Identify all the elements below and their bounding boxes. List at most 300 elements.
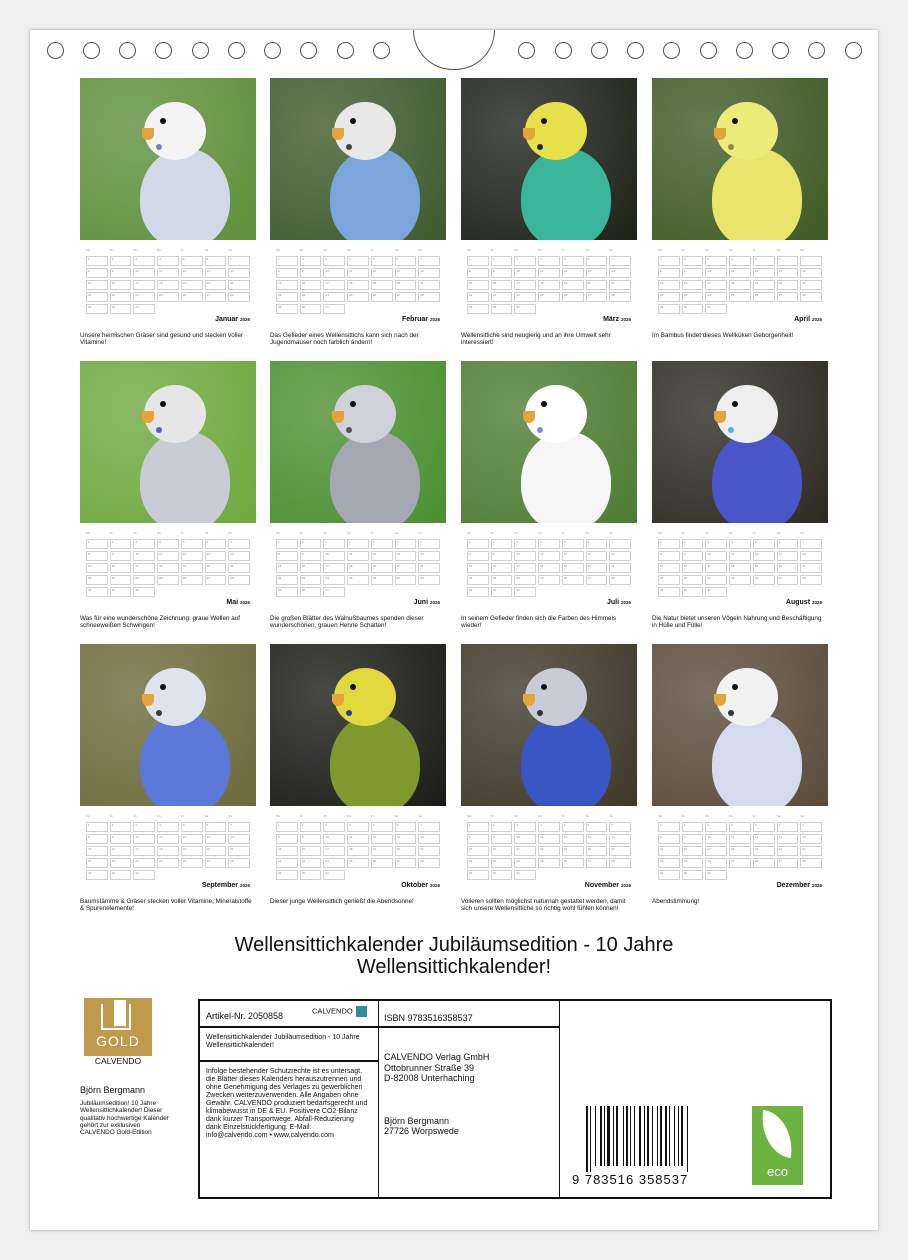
day-cell: 8 (467, 834, 489, 844)
day-cell: 12 (371, 268, 393, 278)
day-cell: 26 (371, 858, 393, 868)
weekday-label: Di (109, 814, 113, 818)
day-cell: 7 (418, 256, 440, 266)
day-cell: 10 (705, 551, 727, 561)
day-cell: 4 (347, 822, 369, 832)
day-cell: 22 (276, 292, 298, 302)
weekday-label: Do (538, 248, 542, 252)
day-cell: 22 (658, 858, 680, 868)
day-cell: 20 (205, 846, 227, 856)
day-cell: 2 (491, 539, 513, 549)
weekday-label: Mo (658, 531, 663, 535)
month-year: 2026 (239, 883, 250, 888)
day-cell: 24 (323, 575, 345, 585)
day-cell: 7 (609, 539, 631, 549)
month-caption: Was für eine wunderschöne Zeichnung: graue Wellen auf schneeweißen Schwingen! (80, 615, 240, 630)
day-cell: 19 (371, 280, 393, 290)
day-cell: 14 (228, 268, 250, 278)
month-year: 2026 (239, 317, 250, 322)
barcode-bar (657, 1106, 658, 1166)
weekday-label: So (609, 814, 613, 818)
day-cell: 17 (514, 280, 536, 290)
day-cell: 20 (586, 563, 608, 573)
weekday-label: Mi (133, 814, 137, 818)
day-cell: 9 (491, 551, 513, 561)
binding-ring (700, 42, 717, 59)
day-cell: 26 (562, 575, 584, 585)
day-cell: 3 (705, 256, 727, 266)
calvendo-logo-text: CALVENDO (312, 1006, 353, 1016)
day-cell: 3 (133, 539, 155, 549)
day-cell: 29 (467, 587, 489, 597)
day-cell: 23 (491, 575, 513, 585)
day-cell: 13 (586, 834, 608, 844)
month-year: 2026 (811, 883, 822, 888)
day-cell: 7 (418, 822, 440, 832)
binding-ring (192, 42, 209, 59)
day-cell: 18 (347, 280, 369, 290)
day-cell: 29 (467, 870, 489, 880)
creator-city: 27726 Worpswede (384, 1126, 459, 1136)
barcode-bar (665, 1106, 667, 1166)
weekday-label: Di (490, 814, 494, 818)
day-cell: 18 (538, 563, 560, 573)
month-calendar-grid (658, 814, 822, 876)
day-cell: 27 (777, 858, 799, 868)
weekday-label: Fr (561, 531, 565, 535)
day-cell: 20 (205, 280, 227, 290)
day-cell: 4 (157, 539, 179, 549)
month-year: 2026 (811, 317, 822, 322)
day-cell: 14 (418, 551, 440, 561)
day-cell: 5 (181, 256, 203, 266)
binding-ring (373, 42, 390, 59)
day-cell: 5 (753, 539, 775, 549)
day-cell: 9 (491, 834, 513, 844)
day-cell: 15 (658, 846, 680, 856)
budgie-photo (80, 78, 256, 240)
weekday-label: Do (347, 248, 351, 252)
day-cell: 22 (467, 575, 489, 585)
weekday-label: So (418, 248, 422, 252)
barcode-bar (604, 1106, 605, 1166)
weekday-label: Mo (658, 248, 663, 252)
month-calendar-grid (276, 814, 440, 876)
day-cell: 19 (181, 280, 203, 290)
day-cell: 18 (347, 563, 369, 573)
day-cell: 18 (729, 563, 751, 573)
day-cell: 6 (586, 822, 608, 832)
publisher-name: CALVENDO Verlag GmbH (384, 1052, 490, 1062)
day-cell: 10 (705, 834, 727, 844)
day-cell: 29 (86, 304, 108, 314)
binding-ring (591, 42, 608, 59)
day-cell: 15 (276, 846, 298, 856)
weekday-label: So (228, 531, 232, 535)
day-cell: 7 (228, 822, 250, 832)
day-cell: 29 (86, 587, 108, 597)
day-cell: 28 (800, 575, 822, 585)
budgie-photo (652, 644, 828, 806)
binding-ring (264, 42, 281, 59)
day-cell: 7 (418, 539, 440, 549)
day-cell: 26 (753, 858, 775, 868)
day-cell: 17 (514, 563, 536, 573)
weekday-label: Mo (467, 814, 472, 818)
day-cell: 21 (418, 846, 440, 856)
month-name: Februar (401, 316, 429, 323)
weekday-label: Mo (276, 814, 281, 818)
day-cell: 4 (347, 539, 369, 549)
month-name: April (794, 316, 811, 323)
day-cell: 24 (133, 292, 155, 302)
day-cell: 8 (658, 551, 680, 561)
weekday-label: Di (109, 531, 113, 535)
day-cell: 23 (491, 858, 513, 868)
month-calendar-grid (658, 531, 822, 593)
weekday-label: Sa (204, 531, 209, 535)
day-cell: 2 (300, 539, 322, 549)
month-label (202, 882, 250, 889)
day-cell: 3 (514, 256, 536, 266)
month-caption: Die Natur bietet unseren Vögeln Nahrung und Beschäftigung in Hülle und Fülle! (652, 615, 822, 630)
day-cell: 31 (323, 587, 345, 597)
barcode-bar (630, 1106, 631, 1166)
creator-name: Björn Bergmann (384, 1116, 450, 1126)
day-cell: 11 (347, 834, 369, 844)
day-cell: 19 (562, 563, 584, 573)
day-cell: 4 (729, 539, 751, 549)
day-cell: 17 (323, 280, 345, 290)
day-cell: 15 (86, 563, 108, 573)
day-cell: 29 (276, 587, 298, 597)
weekday-label: So (418, 814, 422, 818)
binding-ring (518, 42, 535, 59)
day-cell: 28 (418, 858, 440, 868)
day-cell: 4 (157, 822, 179, 832)
weekday-label: Fr (752, 248, 756, 252)
day-cell: 16 (491, 846, 513, 856)
day-cell: 17 (133, 280, 155, 290)
barcode-bar (652, 1106, 653, 1166)
day-cell: 8 (276, 834, 298, 844)
month-label (226, 599, 250, 606)
day-cell: 22 (658, 575, 680, 585)
day-cell: 11 (538, 834, 560, 844)
day-cell: 7 (609, 256, 631, 266)
barcode-bar (644, 1106, 645, 1166)
day-cell: 30 (491, 304, 513, 314)
day-cell: 12 (753, 834, 775, 844)
weekday-label: Do (347, 814, 351, 818)
day-cell: 26 (371, 292, 393, 302)
day-cell: 4 (157, 256, 179, 266)
day-cell: 1 (276, 256, 298, 266)
weekday-label: Fr (752, 814, 756, 818)
isbn: ISBN 9783516358537 (384, 1013, 473, 1023)
binding-ring (555, 42, 572, 59)
month-year: 2026 (239, 600, 250, 605)
day-cell: 30 (300, 587, 322, 597)
day-cell: 22 (276, 575, 298, 585)
budgie-photo (461, 78, 637, 240)
calvendo-logo (312, 1006, 367, 1017)
day-cell: 23 (300, 575, 322, 585)
month-calendar-grid (276, 248, 440, 310)
weekday-label: Sa (776, 531, 781, 535)
day-cell: 11 (347, 551, 369, 561)
day-cell: 22 (467, 858, 489, 868)
month-name: September (201, 882, 239, 889)
day-cell: 26 (181, 575, 203, 585)
weekday-label: Di (490, 531, 494, 535)
day-cell: 31 (705, 587, 727, 597)
weekday-label: Mi (133, 248, 137, 252)
day-cell: 30 (110, 587, 132, 597)
day-cell: 1 (467, 822, 489, 832)
product-title: Wellensittichkalender Jubiläumsedition - 10 Jahre Wellensittichkalender! (206, 1034, 360, 1049)
day-cell: 13 (586, 268, 608, 278)
month-name: August (785, 599, 811, 606)
barcode-bar (634, 1106, 635, 1166)
leaf-icon (757, 1110, 797, 1158)
weekday-label: Mo (86, 814, 91, 818)
month-label (603, 316, 631, 323)
day-cell: 25 (538, 858, 560, 868)
day-cell: 2 (682, 539, 704, 549)
day-cell: 29 (276, 304, 298, 314)
day-cell: 27 (205, 292, 227, 302)
weekday-label: So (228, 248, 232, 252)
month-label (794, 316, 822, 323)
day-cell: 17 (323, 563, 345, 573)
day-cell: 5 (371, 822, 393, 832)
divider-1 (198, 1026, 379, 1028)
day-cell: 28 (609, 575, 631, 585)
day-cell: 24 (323, 292, 345, 302)
weekday-label: Mo (276, 248, 281, 252)
day-cell: 23 (300, 292, 322, 302)
day-cell: 13 (395, 834, 417, 844)
day-cell: 8 (276, 551, 298, 561)
day-cell: 14 (418, 834, 440, 844)
month-caption: Dieser junge Wellensittich genießt die Abendsonne! (270, 898, 414, 905)
day-cell: 6 (777, 822, 799, 832)
day-cell: 21 (609, 846, 631, 856)
day-cell: 17 (323, 846, 345, 856)
day-cell: 26 (371, 575, 393, 585)
day-cell: 25 (538, 292, 560, 302)
month-caption: Baumstämme & Gräser stecken voller Vitamine, Mineralstoffe & Spurenelemente! (80, 898, 252, 913)
day-cell: 5 (562, 539, 584, 549)
day-cell: 23 (110, 858, 132, 868)
day-cell: 20 (205, 563, 227, 573)
day-cell: 29 (467, 304, 489, 314)
day-cell: 1 (467, 256, 489, 266)
day-cell: 1 (276, 539, 298, 549)
day-cell: 18 (157, 563, 179, 573)
month-name: Mai (226, 599, 239, 606)
month-calendar-grid (467, 814, 631, 876)
month-calendar-grid (658, 248, 822, 310)
month-name: März (603, 316, 620, 323)
day-cell: 12 (181, 551, 203, 561)
barcode-bar (626, 1106, 628, 1166)
day-cell: 21 (418, 563, 440, 573)
day-cell: 10 (514, 834, 536, 844)
month-label (786, 599, 822, 606)
month-year: 2026 (620, 883, 631, 888)
day-cell: 1 (86, 256, 108, 266)
day-cell: 10 (323, 268, 345, 278)
day-cell: 20 (395, 280, 417, 290)
day-cell: 24 (133, 858, 155, 868)
day-cell: 17 (133, 846, 155, 856)
day-cell: 29 (276, 870, 298, 880)
day-cell: 12 (181, 268, 203, 278)
day-cell: 25 (347, 292, 369, 302)
day-cell: 15 (658, 280, 680, 290)
day-cell: 31 (323, 870, 345, 880)
day-cell: 4 (729, 256, 751, 266)
day-cell: 3 (133, 256, 155, 266)
day-cell: 2 (300, 822, 322, 832)
day-cell: 30 (300, 870, 322, 880)
day-cell: 31 (323, 304, 345, 314)
day-cell: 14 (609, 834, 631, 844)
day-cell: 14 (800, 834, 822, 844)
day-cell: 13 (777, 268, 799, 278)
budgie-photo (270, 644, 446, 806)
day-cell: 17 (705, 280, 727, 290)
day-cell: 24 (705, 292, 727, 302)
binding-ring (663, 42, 680, 59)
weekday-label: So (609, 531, 613, 535)
day-cell: 10 (514, 268, 536, 278)
day-cell: 27 (777, 292, 799, 302)
month-calendar-grid (86, 814, 250, 876)
budgie-photo (652, 361, 828, 523)
day-cell: 28 (228, 575, 250, 585)
month-caption: Wellensittiche sind neugierig und an ihre Umwelt sehr interessiert! (461, 332, 611, 347)
day-cell: 29 (86, 870, 108, 880)
eco-label: eco (767, 1164, 788, 1179)
day-cell: 1 (276, 822, 298, 832)
binding-ring (845, 42, 862, 59)
day-cell: 22 (86, 292, 108, 302)
day-cell: 24 (133, 575, 155, 585)
day-cell: 18 (538, 846, 560, 856)
day-cell: 5 (562, 256, 584, 266)
day-cell: 4 (347, 256, 369, 266)
day-cell: 1 (86, 539, 108, 549)
barcode-bar (613, 1106, 614, 1166)
barcode-bar (678, 1106, 679, 1166)
day-cell: 10 (133, 268, 155, 278)
day-cell: 20 (395, 846, 417, 856)
day-cell: 26 (181, 292, 203, 302)
day-cell: 18 (157, 846, 179, 856)
day-cell: 19 (371, 846, 393, 856)
weekday-label: Mo (658, 814, 663, 818)
divider-3 (378, 1026, 560, 1028)
author-name: Björn Bergmann (80, 1085, 146, 1095)
weekday-label: Mi (705, 248, 709, 252)
day-cell: 17 (705, 846, 727, 856)
month-label (607, 599, 631, 606)
day-cell: 1 (658, 822, 680, 832)
day-cell: 19 (371, 563, 393, 573)
weekday-label: Mo (86, 248, 91, 252)
binding-ring (300, 42, 317, 59)
day-cell: 7 (228, 256, 250, 266)
day-cell: 21 (228, 846, 250, 856)
day-cell: 13 (205, 834, 227, 844)
day-cell: 15 (467, 846, 489, 856)
day-cell: 15 (276, 280, 298, 290)
day-cell: 16 (682, 280, 704, 290)
day-cell: 19 (562, 846, 584, 856)
day-cell: 12 (562, 268, 584, 278)
day-cell: 30 (682, 870, 704, 880)
barcode-bar (600, 1106, 602, 1166)
day-cell: 10 (323, 551, 345, 561)
author-description: Jubiläumsedition! 10 Jahre Wellensittichkalender! Dieser qualitativ hochwertige Kalender gehört zur exklusiven CALVENDO Gold-Edition (80, 1100, 169, 1137)
day-cell: 20 (777, 846, 799, 856)
divider-2 (198, 1060, 379, 1062)
day-cell: 15 (658, 563, 680, 573)
day-cell: 2 (110, 256, 132, 266)
day-cell: 18 (538, 280, 560, 290)
month-year: 2026 (429, 600, 440, 605)
day-cell: 3 (323, 822, 345, 832)
weekday-label: Sa (204, 814, 209, 818)
calvendo-brand: CALVENDO (94, 1056, 142, 1066)
day-cell: 16 (300, 846, 322, 856)
budgie-photo (80, 361, 256, 523)
day-cell: 14 (609, 268, 631, 278)
day-cell: 3 (323, 539, 345, 549)
day-cell: 12 (562, 551, 584, 561)
day-cell: 8 (86, 268, 108, 278)
month-calendar-grid (467, 531, 631, 593)
month-caption: Abendstimmung! (652, 898, 700, 905)
day-cell: 16 (110, 280, 132, 290)
day-cell: 21 (609, 280, 631, 290)
day-cell: 21 (228, 563, 250, 573)
day-cell: 26 (562, 292, 584, 302)
day-cell: 14 (228, 551, 250, 561)
day-cell: 10 (323, 834, 345, 844)
month-label (401, 882, 440, 889)
day-cell: 9 (110, 268, 132, 278)
article-number: Artikel-Nr. 2050858 (206, 1011, 284, 1021)
day-cell: 18 (729, 846, 751, 856)
month-calendar-grid (467, 248, 631, 310)
weekday-label: Mi (323, 814, 327, 818)
day-cell: 12 (371, 551, 393, 561)
day-cell: 23 (110, 292, 132, 302)
day-cell: 24 (705, 575, 727, 585)
barcode-bar (681, 1106, 683, 1166)
weekday-label: Sa (585, 531, 590, 535)
day-cell: 25 (157, 292, 179, 302)
day-cell: 19 (562, 280, 584, 290)
month-caption: Unsere heimischen Gräser sind gesund und stecken voller Vitamine! (80, 332, 244, 347)
day-cell: 3 (133, 822, 155, 832)
day-cell: 20 (777, 280, 799, 290)
day-cell: 9 (682, 268, 704, 278)
